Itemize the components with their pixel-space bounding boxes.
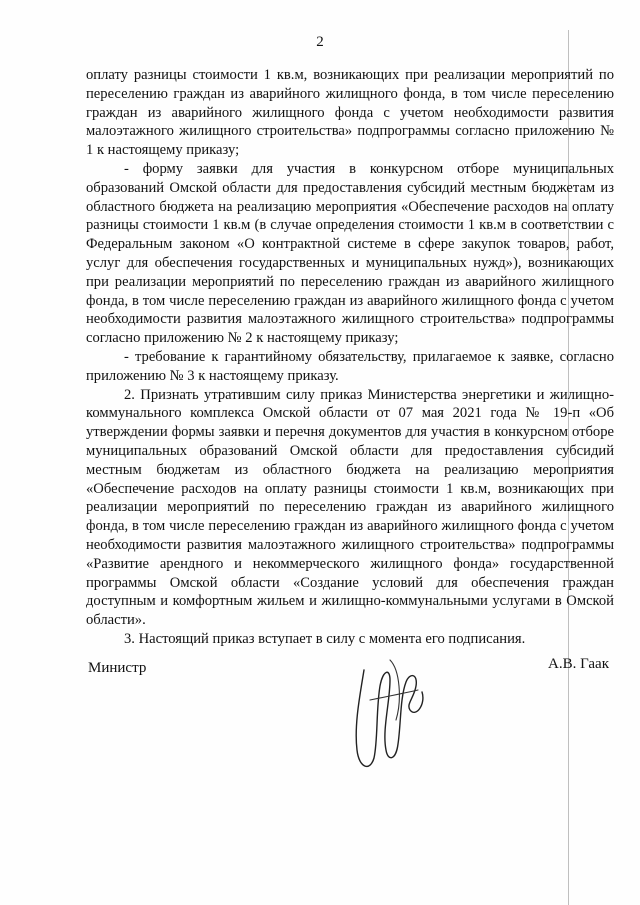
paragraph-item-3: 3. Настоящий приказ вступает в силу с момента его подписания. bbox=[124, 630, 526, 647]
paragraph-item-2: 2. Признать утратившим силу приказ Министерства энергетики и жилищно-коммунального комплекса Омской области от 07 мая 2021 года № 19-п «Об утверждении формы заявки и перечня документов для участия в конкурсном отборе муниципальных образований Омской области для предоставления субсидий местным бюджетам из областного бюджета на реализацию мероприятия «Обеспечение расходов на оплату разницы стоимости 1 кв.м, возникающих при реализации мероприятий по переселению граждан из аварийного жилищного фонда, в том числе переселению граждан из аварийного жилищного фонда с учетом необходимости развития малоэтажного жилищного строительства» подпрограммы «Развитие арендного и некоммерческого жилищного фонда» государственной программы Омской области «Создание условий для обеспечения граждан доступным и комфортным жильем и жилищно-коммунальными услугами в Омской области». bbox=[86, 386, 614, 629]
signer-position: Министр bbox=[88, 660, 147, 676]
document-body bbox=[86, 66, 614, 649]
handwritten-signature bbox=[330, 640, 440, 780]
paragraph-list-item-form: - форму заявки для участия в конкурсном отборе муниципальных образований Омской области для предоставления субсидий местным бюджетам из областного бюджета на реализацию мероприятия «Обеспечение расходов на оплату разницы стоимости 1 кв.м (в случае определения стоимости 1 кв.м в соответствии с Федеральным законом «О контрактной системе в сфере закупок товаров, работ, услуг для обеспечения государственных и муниципальных нужд»), возникающих при реализации мероприятий по переселению граждан из аварийного жилищного фонда, в том числе переселению граждан из аварийного жилищного фонда с учетом необходимости развития малоэтажного жилищного строительства» подпрограммы согласно приложению № 2 к настоящему приказу; bbox=[86, 160, 614, 347]
paragraph-list-item-guarantee: - требование к гарантийному обязательству, прилагаемое к заявке, согласно приложению № 3 к настоящему приказу. bbox=[86, 348, 614, 384]
signer-name: А.В. Гаак bbox=[548, 656, 609, 672]
page-number: 2 bbox=[316, 34, 324, 50]
paragraph-continuation: оплату разницы стоимости 1 кв.м, возникающих при реализации мероприятий по переселению граждан из аварийного жилищного фонда, в том числе переселению граждан из аварийного жилищного фонда с учетом необходимости развития малоэтажного жилищного строительства» подпрограммы согласно приложению № 1 к настоящему приказу; bbox=[86, 67, 614, 159]
